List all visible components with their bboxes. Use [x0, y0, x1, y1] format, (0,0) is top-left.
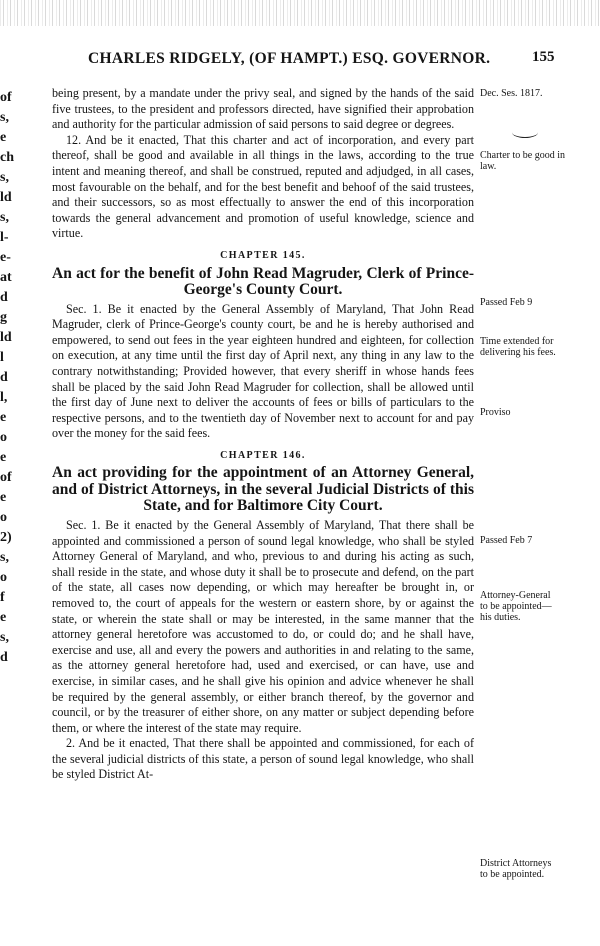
bleed-fragment: e	[0, 490, 7, 505]
bleed-fragment: s,	[0, 210, 9, 225]
margin-district-attorneys-note: District Attorneys to be appointed.	[480, 858, 552, 880]
bleed-fragment: s,	[0, 110, 9, 125]
bleed-fragment: at	[0, 270, 12, 285]
bleed-fragment: d	[0, 370, 8, 385]
chapter-145-heading: CHAPTER 145.	[220, 249, 306, 261]
chapter-146-title: An act providing for the appointment of an Attorney General, and of District Attorneys, in the several Judicial Districts of this State, and for Baltimore City Court.	[52, 464, 474, 515]
bleed-fragment: ld	[0, 190, 12, 205]
margin-charter-note: Charter to be good in law.	[480, 150, 565, 172]
bleed-fragment: l	[0, 350, 4, 365]
margin-passed-feb-9: Passed Feb 9	[480, 297, 533, 308]
chapter-146-section-1: Sec. 1. Be it enacted by the General Assembly of Maryland, That there shall be appointed and commissioned a person of sound legal knowledge, who shall be styled Attorney General of Maryland, and who, previous to and during his acting as such, shall reside in the state, and whose duty it shall be to prosecute and defend, on the part of the state, all cases now depending, or which may hereafter be brought in, or removed to, the court of appeals for the western or eastern shore, by or against the state, or wherein the state shall or may be interested, in the same manner that the attorney general heretofore was accustomed to do, or could do; and he shall have, exercise and use, all and every the powers and authorities in and relating to the same, as the attorney general heretofore had, used and exercised, or can have, use and exercise, in similar cases, and he shall give his opinion and advice whenever he shall be required by the general assembly, or either branch thereof, by the governor and council, or by the treasurer of either shore, on any matter or subject depending before them, or where the interest of the state may require.	[52, 517, 474, 735]
bleed-fragment: l,	[0, 390, 8, 405]
bleed-fragment: s,	[0, 630, 9, 645]
bleed-fragment: s,	[0, 170, 9, 185]
bleed-fragment: d	[0, 290, 8, 305]
margin-attorney-general-note: Attorney-General to be appointed—his duties.	[480, 590, 552, 623]
bleed-fragment: s,	[0, 550, 9, 565]
margin-proviso: Proviso	[480, 407, 511, 418]
section-12-paragraph: 12. And be it enacted, That this charter and act of incorporation, and every part thereof, shall be good and available in all things in the laws, according to the true intent and meaning thereof, and shall be construed, reputed and adjudged, in all cases, most favourable on the behalf, and for the best benefit and behoof of the said trustees, and their successors, so as most effectually to answer the end of this incorporation towards the general advancement and promotion of useful knowledge, science and virtue.	[52, 132, 474, 241]
page-top-edge-noise	[0, 0, 600, 26]
margin-passed-feb-7: Passed Feb 7	[480, 535, 533, 546]
bleed-fragment: of	[0, 90, 12, 105]
left-margin-bleed-text	[0, 88, 22, 668]
bleed-fragment: e	[0, 610, 7, 625]
chapter-146-section-2: 2. And be it enacted, That there shall be appointed and commissioned, for each of the several judicial districts of this state, a person of sound legal knowledge, who shall be styled District At-	[52, 736, 474, 782]
margin-session-note: Dec. Ses. 1817.	[480, 88, 543, 99]
bleed-fragment: o	[0, 510, 7, 525]
margin-brace	[512, 127, 538, 138]
paragraph-trustees-admission: being present, by a mandate under the privy seal, and signed by the hands of the said five trustees, to the president and professors directed, have signified their approbation and authority for the particular admission of said persons to said degree or degrees.	[52, 86, 474, 132]
bleed-fragment: 2)	[0, 530, 12, 545]
bleed-fragment: g	[0, 310, 7, 325]
bleed-fragment: ld	[0, 330, 12, 345]
margin-time-extended-note: Time extended for delivering his fees.	[480, 336, 556, 358]
bleed-fragment: o	[0, 430, 7, 445]
page-body	[52, 86, 474, 783]
running-header: CHARLES RIDGELY, (OF HAMPT.) ESQ. GOVERNOR.	[88, 50, 491, 67]
bleed-fragment: e	[0, 450, 7, 465]
chapter-146-heading: CHAPTER 146.	[220, 449, 306, 461]
bleed-fragment: e	[0, 410, 7, 425]
bleed-fragment: of	[0, 470, 12, 485]
chapter-145-section-1: Sec. 1. Be it enacted by the General Assembly of Maryland, That John Read Magruder, clerk of Prince-George's county court, be and he is hereby authorised and empowered, to send out fees in the year eighteen hundred and eighteen, for collection on execution, at any time until the first day of April next, any thing in any law to the contrary notwithstanding; Provided however, that every sheriff in whose hands fees shall be placed by the said John Read Magruder for collection, shall be allowed until the first day of June next to deliver the accounts of fees or bills of particulars to the respective persons, and to the twentieth day of November next to account for and pay over the money for the said fees.	[52, 301, 474, 441]
bleed-fragment: o	[0, 570, 7, 585]
page-number: 155	[532, 49, 555, 65]
bleed-fragment: ch	[0, 150, 14, 165]
bleed-fragment: l-	[0, 230, 9, 245]
bleed-fragment: f	[0, 590, 5, 605]
chapter-145-title: An act for the benefit of John Read Magruder, Clerk of Prince-George's County Court.	[52, 264, 474, 299]
bleed-fragment: e	[0, 130, 7, 145]
bleed-fragment: e-	[0, 250, 11, 265]
bleed-fragment: d	[0, 650, 8, 665]
